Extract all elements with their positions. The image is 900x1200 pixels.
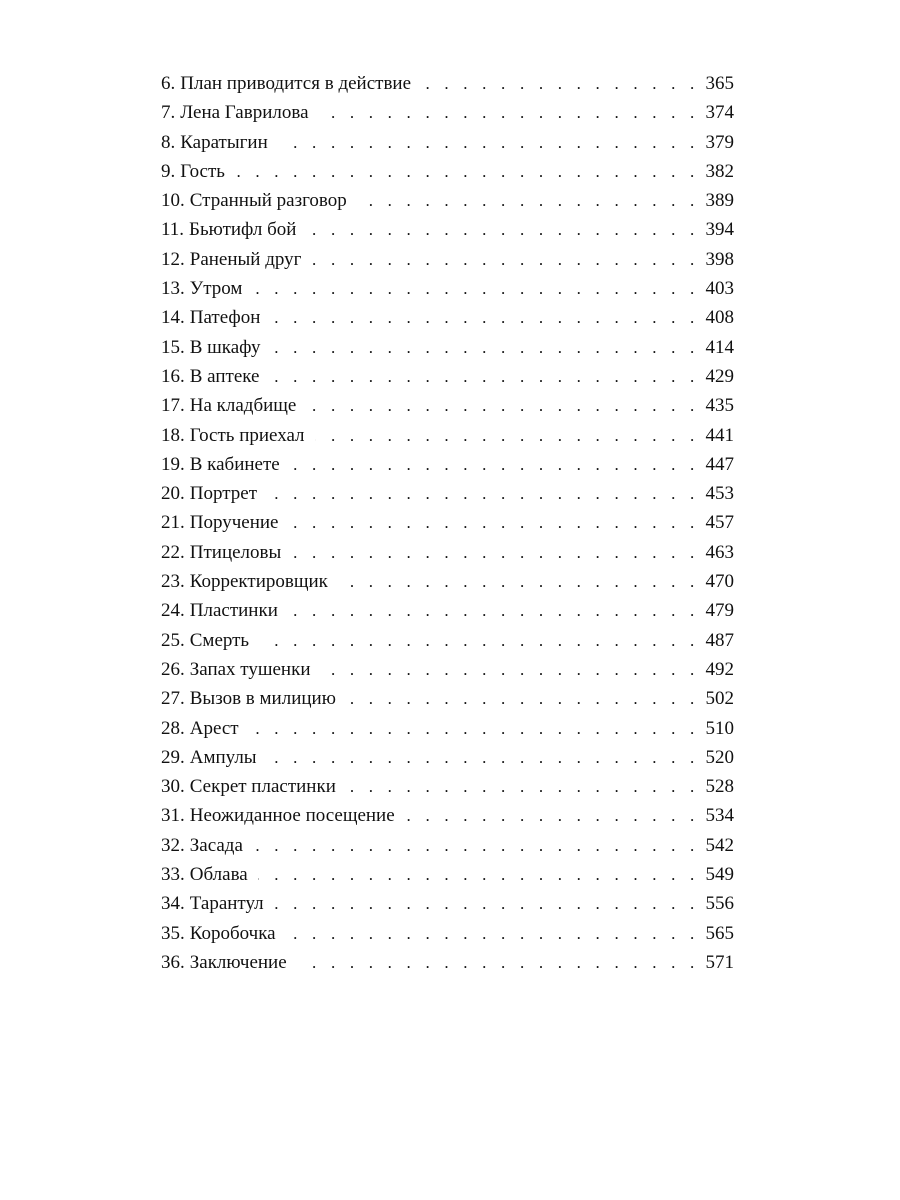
- dot-leader: [235, 157, 700, 186]
- toc-entry[interactable]: [161, 274, 734, 303]
- page-number: 408: [705, 307, 734, 329]
- dot-leader: [288, 596, 700, 625]
- chapter-number: 33.: [161, 864, 185, 886]
- table-of-contents: [161, 69, 734, 977]
- chapter-title: Поручение: [189, 512, 279, 534]
- page-number: 487: [705, 629, 734, 651]
- chapter-number: 27.: [161, 688, 185, 710]
- chapter-number: 30.: [161, 776, 185, 798]
- toc-entry[interactable]: [161, 69, 734, 98]
- toc-entry[interactable]: [161, 186, 734, 215]
- page-number: 429: [705, 365, 734, 387]
- toc-entry[interactable]: [161, 860, 734, 889]
- dot-leader: [258, 860, 700, 889]
- toc-entry[interactable]: [161, 684, 734, 713]
- chapter-number: 11.: [161, 219, 185, 241]
- chapter-number: 8.: [161, 131, 176, 153]
- page-number: 571: [705, 951, 734, 973]
- toc-entry[interactable]: [161, 772, 734, 801]
- dot-leader: [297, 948, 700, 977]
- page-number: 492: [705, 658, 734, 680]
- dot-leader: [346, 772, 700, 801]
- chapter-number: 36.: [161, 951, 185, 973]
- page-number: 394: [705, 219, 734, 241]
- dot-leader: [306, 215, 699, 244]
- toc-entry[interactable]: [161, 333, 734, 362]
- chapter-title: Птицеловы: [189, 541, 282, 563]
- toc-entry[interactable]: [161, 831, 734, 860]
- chapter-number: 34.: [161, 893, 185, 915]
- page-number: 542: [705, 834, 734, 856]
- chapter-title: Гость: [180, 160, 225, 182]
- chapter-number: 14.: [161, 307, 185, 329]
- toc-entry[interactable]: [161, 538, 734, 567]
- chapter-number: 7.: [161, 102, 176, 124]
- chapter-number: 24.: [161, 600, 185, 622]
- dot-leader: [286, 919, 700, 948]
- toc-entry[interactable]: [161, 801, 734, 830]
- chapter-number: 31.: [161, 805, 185, 827]
- chapter-title: Пластинки: [189, 600, 278, 622]
- chapter-number: 21.: [161, 512, 185, 534]
- chapter-title: Утром: [189, 278, 243, 300]
- chapter-title: Секрет пластинки: [189, 776, 336, 798]
- toc-entry[interactable]: [161, 714, 734, 743]
- chapter-title: Ампулы: [189, 746, 257, 768]
- page-number: 447: [705, 453, 734, 475]
- dot-leader: [252, 274, 699, 303]
- toc-entry[interactable]: [161, 948, 734, 977]
- toc-entry[interactable]: [161, 919, 734, 948]
- dot-leader: [306, 391, 699, 420]
- dot-leader: [357, 186, 700, 215]
- chapter-number: 16.: [161, 365, 185, 387]
- chapter-title: Коробочка: [189, 922, 276, 944]
- dot-leader: [249, 714, 700, 743]
- toc-entry[interactable]: [161, 596, 734, 625]
- toc-entry[interactable]: [161, 303, 734, 332]
- dot-leader: [338, 567, 700, 596]
- toc-entry[interactable]: [161, 626, 734, 655]
- chapter-title: Бьютифл бой: [189, 219, 297, 241]
- chapter-title: Странный разговор: [189, 190, 347, 212]
- chapter-number: 13.: [161, 278, 185, 300]
- toc-entry[interactable]: [161, 567, 734, 596]
- chapter-number: 6.: [161, 73, 176, 94]
- chapter-title: Засада: [189, 834, 243, 856]
- page-number: 365: [705, 73, 734, 94]
- chapter-title: Вызов в милицию: [189, 688, 336, 710]
- page-number: 379: [705, 131, 734, 153]
- chapter-number: 29.: [161, 746, 185, 768]
- page-number: 457: [705, 512, 734, 534]
- chapter-title: Раненый друг: [189, 248, 302, 270]
- chapter-title: Патефон: [189, 307, 261, 329]
- dot-leader: [288, 508, 699, 537]
- page-number: 479: [705, 600, 734, 622]
- chapter-title: На кладбище: [189, 395, 297, 417]
- page-number: 453: [705, 483, 734, 505]
- dot-leader: [278, 128, 700, 157]
- toc-entry[interactable]: [161, 245, 734, 274]
- page-number: 382: [705, 160, 734, 182]
- chapter-title: Заключение: [189, 951, 287, 973]
- dot-leader: [346, 684, 700, 713]
- dot-leader: [269, 362, 699, 391]
- dot-leader: [315, 421, 700, 450]
- toc-entry[interactable]: [161, 362, 734, 391]
- dot-leader: [267, 479, 700, 508]
- chapter-number: 18.: [161, 424, 185, 446]
- page-number: 565: [705, 922, 734, 944]
- page-number: 502: [705, 688, 734, 710]
- dot-leader: [421, 69, 699, 98]
- toc-entry[interactable]: [161, 655, 734, 684]
- toc-entry[interactable]: [161, 391, 734, 420]
- chapter-title: План приводится в действие: [180, 73, 412, 94]
- chapter-title: В аптеке: [189, 365, 260, 387]
- chapter-title: Каратыгин: [180, 131, 268, 153]
- page-number: 435: [705, 395, 734, 417]
- toc-entry[interactable]: [161, 128, 734, 157]
- chapter-number: 9.: [161, 160, 176, 182]
- chapter-number: 20.: [161, 483, 185, 505]
- chapter-number: 35.: [161, 922, 185, 944]
- page-number: 510: [705, 717, 734, 739]
- toc-entry[interactable]: [161, 479, 734, 508]
- dot-leader: [319, 98, 700, 127]
- page-number: 403: [705, 278, 734, 300]
- dot-leader: [291, 538, 699, 567]
- dot-leader: [321, 655, 700, 684]
- page-number: 470: [705, 571, 734, 593]
- chapter-title: Облава: [189, 864, 248, 886]
- chapter-title: Тарантул: [189, 893, 264, 915]
- chapter-number: 12.: [161, 248, 185, 270]
- page-number: 441: [705, 424, 734, 446]
- dot-leader: [259, 626, 699, 655]
- page-number: 463: [705, 541, 734, 563]
- dot-leader: [405, 801, 700, 830]
- page-number: 520: [705, 746, 734, 768]
- chapter-number: 22.: [161, 541, 185, 563]
- page-number: 549: [705, 864, 734, 886]
- page-number: 414: [705, 336, 734, 358]
- chapter-number: 25.: [161, 629, 185, 651]
- chapter-title: Смерть: [189, 629, 250, 651]
- dot-leader: [270, 303, 699, 332]
- toc-entry[interactable]: [161, 215, 734, 244]
- chapter-title: Арест: [189, 717, 239, 739]
- dot-leader: [271, 333, 700, 362]
- toc-entry[interactable]: [161, 508, 734, 537]
- chapter-title: Гость приехал: [189, 424, 305, 446]
- toc-entry[interactable]: [161, 98, 734, 127]
- dot-leader: [311, 245, 699, 274]
- chapter-title: Лена Гаврилова: [180, 102, 309, 124]
- chapter-number: 26.: [161, 658, 185, 680]
- chapter-number: 23.: [161, 571, 185, 593]
- toc-entry[interactable]: [161, 157, 734, 186]
- chapter-title: Неожиданное посещение: [189, 805, 395, 827]
- chapter-number: 32.: [161, 834, 185, 856]
- chapter-title: Запах тушенки: [189, 658, 311, 680]
- chapter-title: Корректировщик: [189, 571, 328, 593]
- chapter-title: В шкафу: [189, 336, 261, 358]
- dot-leader: [267, 743, 700, 772]
- chapter-number: 15.: [161, 336, 185, 358]
- chapter-number: 17.: [161, 395, 185, 417]
- dot-leader: [290, 450, 700, 479]
- chapter-title: Портрет: [189, 483, 257, 505]
- page-number: 528: [705, 776, 734, 798]
- dot-leader: [253, 831, 700, 860]
- page-number: 389: [705, 190, 734, 212]
- chapter-title: В кабинете: [189, 453, 280, 475]
- chapter-number: 19.: [161, 453, 185, 475]
- dot-leader: [274, 889, 700, 918]
- toc-entry[interactable]: [161, 450, 734, 479]
- page-number: 534: [705, 805, 734, 827]
- chapter-number: 10.: [161, 190, 185, 212]
- page-number: 556: [705, 893, 734, 915]
- toc-entry[interactable]: [161, 743, 734, 772]
- page-number: 398: [705, 248, 734, 270]
- toc-entry[interactable]: [161, 889, 734, 918]
- page-number: 374: [705, 102, 734, 124]
- chapter-number: 28.: [161, 717, 185, 739]
- toc-entry[interactable]: [161, 421, 734, 450]
